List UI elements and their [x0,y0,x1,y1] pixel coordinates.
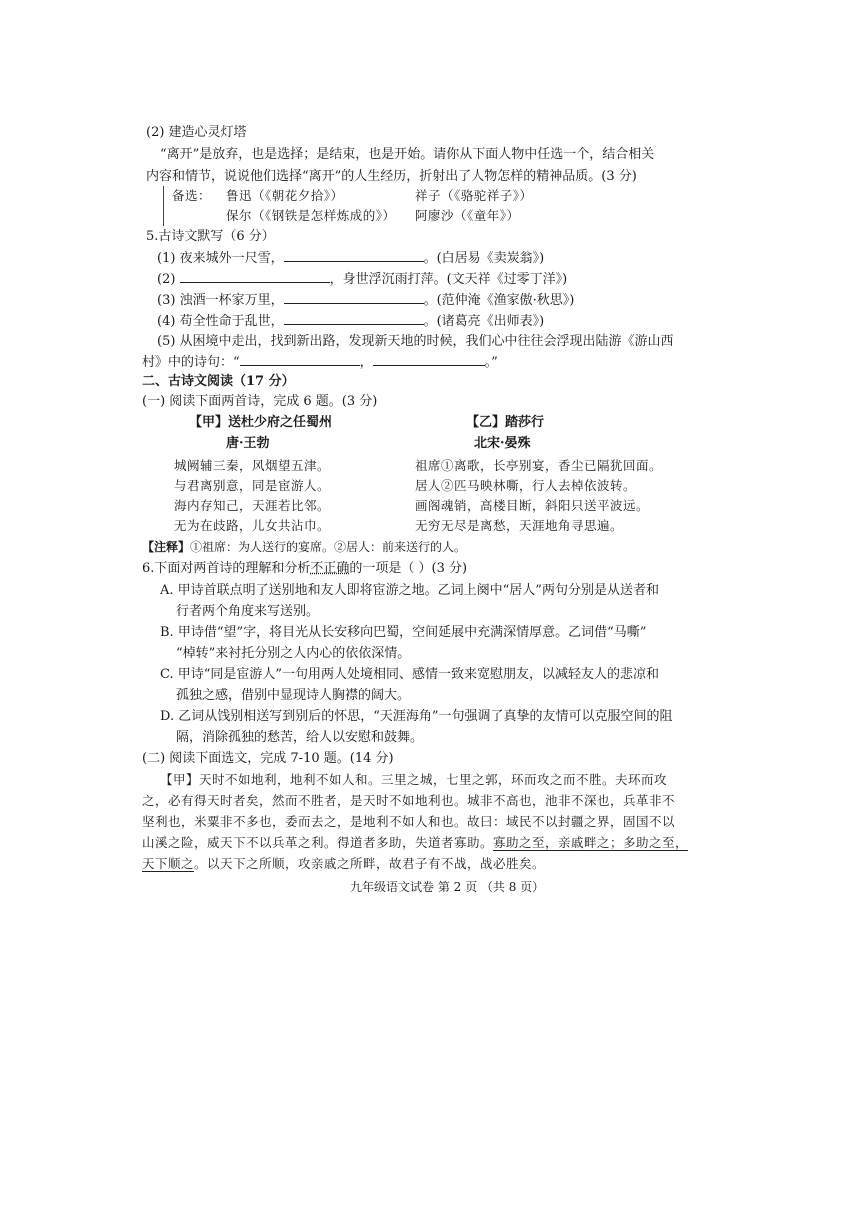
q2-option-4: 阿廖沙（《童年》） [415,208,520,223]
section-2-part-2: (二) 阅读下面选文，完成 7-10 题。(14 分) [142,751,394,766]
q5-item-1 [157,249,544,268]
q2-title: (2) 建造心灵灯塔 [146,125,247,140]
q5-item-1-after: 。(白居易《卖炭翁》) [423,251,545,266]
q6-option-a-line-1: A. 甲诗首联点明了送别地和友人即将宦游之地。乙词上阕中“居人”两句分别是从送者和 [160,583,659,598]
q5-item-4-after: 。(诸葛亮《出师表》) [423,314,545,329]
q6-option-b-line-1: B. 甲诗借“望”字，将目光从长安移向巴蜀，空间延展中充满深情厚意。乙词借“马嘶” [160,625,647,640]
q5-item-3-num: (3) [157,293,176,308]
prose-line-4 [142,834,688,852]
q6-stem [142,560,467,578]
q6-stem-emphasis: 不正确 [310,561,350,576]
answer-blank[interactable] [373,353,485,366]
prose-line-2: 之，必有得天时者矣，然而不胜者，是天时不如地利也。城非不高也，池非不深也，兵革非不 [142,793,676,808]
q6-option-b-line-2: “棹转”来衬托分别之人内心的依依深情。 [176,646,411,661]
prose-line-4-a: 山溪之险，威天下不以兵革之利。得道者多助，失道者寡助。 [142,835,494,850]
poem-a-line-1: 城阙辅三秦，风烟望五津。 [174,458,331,473]
q5-item-5-line-1: (5) 从困境中走出，找到新出路，发现新天地的时候，我们心中往往会浮现出陆游《游山西 [157,334,674,349]
q6-option-d-line-1: D. 乙词从饯别相送写到别后的怀思，“天涯海角”一句强调了真挚的友情可以克服空间的阻 [160,709,673,724]
q5-item-4-before: 苟全性命于乱世， [179,314,284,329]
q6-option-c-line-2: 孤独之感，借别中显现诗人胸襟的阔大。 [176,688,411,703]
q5-title: 5.古诗文默写（6 分） [146,229,275,244]
answer-blank[interactable] [284,291,424,304]
poem-b-line-1: 祖席①离歌，长亭别宴，香尘已隔犹回面。 [415,458,663,473]
prose-underlined-a: 寡助之至，亲戚畔之；多助之至， [493,835,689,850]
q6-option-a-line-2: 行者两个角度来写送别。 [176,604,320,619]
answer-blank[interactable] [180,270,330,283]
poem-b-title: 【乙】踏莎行 [466,415,545,430]
q2-options-label: 备选： [172,188,212,203]
q6-stem-a: 6.下面对两首诗的理解和分析 [142,561,311,576]
q6-option-c-line-1: C. 甲诗“同是宦游人”一句用两人处境相同、感情一致来宽慰朋友，以减轻友人的悲凉和 [160,667,660,682]
poem-b-line-3: 画阁魂销，高楼目断，斜阳只送平波远。 [415,498,650,513]
q2-line-1: “离开”是放弃，也是选择；是结束，也是开始。请你从下面人物中任选一个，结合相关 [160,147,655,162]
prose-line-5-b: 。以天下之所顺，攻亲戚之所畔，故君子有不战，战必胜矣。 [194,856,546,871]
q5-item-5-text-a: 村》中的诗句：“ [142,355,240,370]
poem-note [142,538,466,556]
poem-a-line-2: 与君离别意，同是宦游人。 [174,478,331,493]
q2-option-3: 保尔（《钢铁是怎样炼成的》） [226,208,396,223]
q2-line-2: 内容和情节，说说他们选择“离开”的人生经历，折射出了人物怎样的精神品质。(3 分) [146,169,637,184]
q5-item-5-text-c: 。” [484,355,498,370]
q5-item-5-text-b: ， [359,355,373,370]
q5-item-1-before: 夜来城外一尺雪， [179,251,284,266]
poem-b-author: 北宋·晏殊 [474,436,531,451]
q2-option-1: 鲁迅（《朝花夕拾》） [226,188,344,203]
q5-item-2 [157,270,567,289]
answer-blank[interactable] [284,312,424,325]
page-footer: 九年级语文试卷 第 2 页 （共 8 页） [350,880,545,894]
poem-a-title: 【甲】送杜少府之任蜀州 [189,415,333,430]
note-label: 【注释】 [142,540,191,554]
q2-option-2: 祥子（《骆驼祥子》） [415,188,533,203]
q6-stem-c: 的一项是（ ）(3 分) [349,561,468,576]
section-2-part-1: (一) 阅读下面两首诗，完成 6 题。(3 分) [142,394,378,409]
q5-item-3-before: 浊酒一杯家万里， [179,293,284,308]
note-text: ①祖席：为人送行的宴席。②居人：前来送行的人。 [190,540,467,554]
q5-item-1-num: (1) [157,251,176,266]
poem-a-line-3: 海内存知己，天涯若比邻。 [174,498,331,513]
section-2-title: 二、古诗文阅读（17 分） [142,374,295,389]
poem-b-line-4: 无穷无尽是离愁，天涯地角寻思遍。 [415,518,624,533]
prose-line-1: 【甲】天时不如地利，地利不如人和。三里之城，七里之郭，环而攻之而不胜。夫环而攻 [160,772,668,787]
answer-blank[interactable] [284,249,424,262]
prose-line-3: 坚利也，米粟非不多也，委而去之，是地利不如人和也。故曰：域民不以封疆之界，固国不以 [142,814,676,829]
q5-item-2-num: (2) [157,272,176,287]
q5-item-4 [157,312,544,331]
poem-a-author: 唐·王勃 [226,436,270,451]
poem-a-line-4: 无为在歧路，儿女共沾巾。 [174,518,331,533]
poem-b-line-2: 居人②匹马映林嘶，行人去棹依波转。 [415,478,637,493]
q6-option-d-line-2: 隔，消除孤独的愁苦，给人以安慰和鼓舞。 [176,730,424,745]
margin-mark [163,186,164,226]
prose-line-5 [142,855,545,873]
q5-item-3 [157,291,574,310]
q5-item-4-num: (4) [157,314,176,329]
q5-item-5-line-2 [142,353,498,372]
prose-underlined-b: 天下顺之 [142,856,195,871]
q5-item-2-after: ，身世浮沉雨打萍。(文天祥《过零丁洋》) [329,272,568,287]
q5-item-3-after: 。(范仲淹《渔家傲·秋思》) [423,293,575,308]
answer-blank[interactable] [240,353,360,366]
